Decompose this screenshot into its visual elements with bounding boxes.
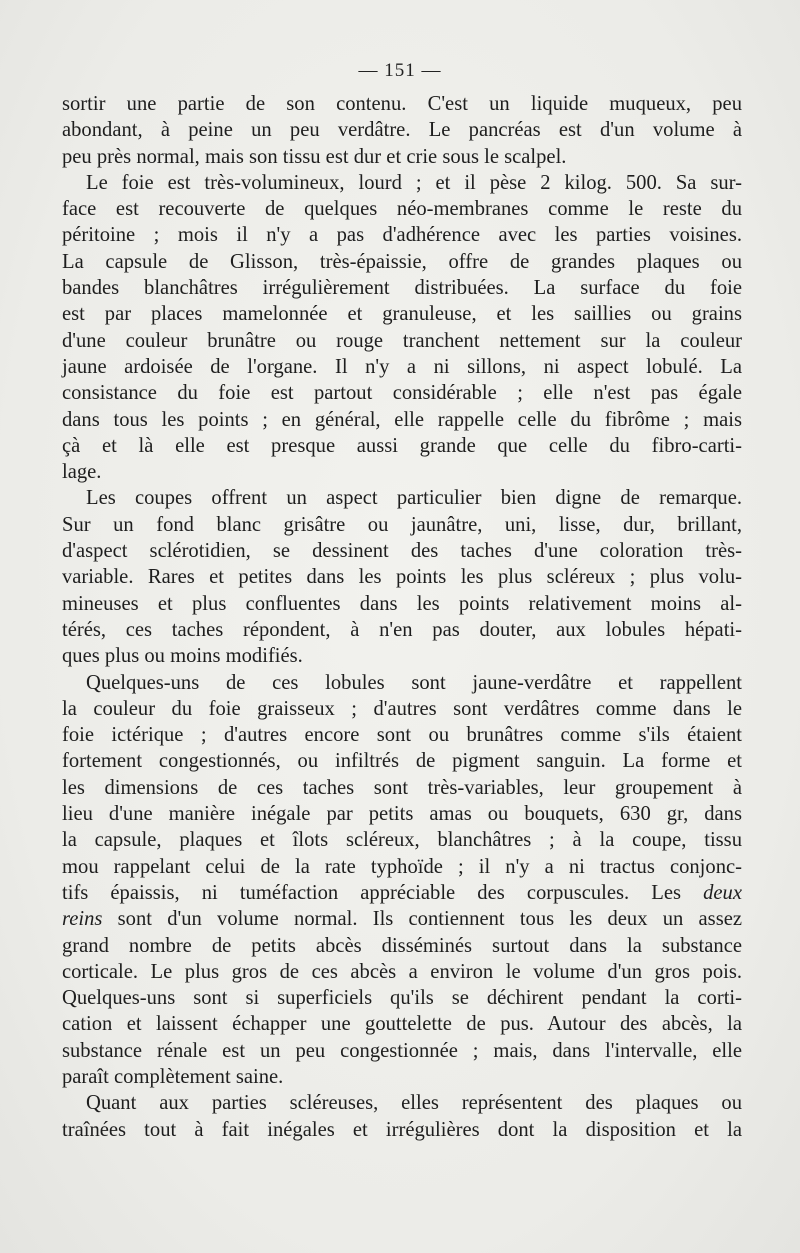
text-line: variable. Rares et petites dans les points les plus scléreux ; plus volu-: [62, 566, 742, 589]
text-line: lage.: [62, 461, 102, 484]
text-line: peu près normal, mais son tissu est dur et crie sous le scalpel.: [62, 145, 567, 168]
text-line: cation et laissent échapper une gouttelette de pus. Autour des abcès, la: [62, 1013, 742, 1036]
text-line: les dimensions de ces taches sont très-variables, leur groupement à: [62, 776, 742, 799]
text-line: la couleur du foie graisseux ; d'autres sont verdâtres comme dans le: [62, 697, 742, 720]
text-line: bandes blanchâtres irrégulièrement distribuées. La surface du foie: [62, 277, 742, 300]
text-line: mou rappelant celui de la rate typhoïde ; il n'y a ni tractus conjonc-: [62, 855, 742, 878]
text-line: fortement congestionnés, ou infiltrés de pigment sanguin. La forme et: [62, 750, 742, 773]
text-line: dans tous les points ; en général, elle rappelle celle du fibrôme ; mais: [62, 408, 742, 431]
text-line: consistance du foie est partout considérable ; elle n'est pas égale: [62, 382, 742, 405]
text-line: jaune ardoisée de l'organe. Il n'y a ni sillons, ni aspect lobulé. La: [62, 355, 742, 378]
text-line: La capsule de Glisson, très-épaissie, offre de grandes plaques ou: [62, 250, 742, 273]
text-line: abondant, à peine un peu verdâtre. Le pancréas est d'un volume à: [62, 119, 742, 142]
text-line: ques plus ou moins modifiés.: [62, 645, 303, 668]
text-line: face est recouverte de quelques néo-membranes comme le reste du: [62, 198, 742, 221]
text-line: reins sont d'un volume normal. Ils contiennent tous les deux un assez: [62, 908, 742, 931]
paragraph: [62, 485, 742, 669]
text-line: térés, ces taches répondent, à n'en pas douter, aux lobules hépati-: [62, 618, 742, 641]
text-line: foie ictérique ; d'autres encore sont ou brunâtres comme s'ils étaient: [62, 724, 742, 747]
text-line: çà et là elle est presque aussi grande que celle du fibro-carti-: [62, 434, 742, 457]
text-line: Sur un fond blanc grisâtre ou jaunâtre, uni, lisse, dur, brillant,: [62, 513, 742, 536]
text-line: Le foie est très-volumineux, lourd ; et il pèse 2 kilog. 500. Sa sur-: [86, 171, 742, 194]
text-line: Quant aux parties scléreuses, elles représentent des plaques ou: [86, 1092, 742, 1115]
paragraph: [62, 91, 742, 170]
text-line: mineuses et plus confluentes dans les points relativement moins al-: [62, 592, 742, 615]
text-line: Quelques-uns de ces lobules sont jaune-verdâtre et rappellent: [86, 671, 742, 694]
paragraph: [62, 170, 742, 486]
paragraph: [62, 1090, 742, 1143]
text-line: tifs épaissis, ni tuméfaction appréciable des corpuscules. Les deux: [62, 881, 742, 904]
text-line: d'une couleur brunâtre ou rouge tranchent nettement sur la couleur: [62, 329, 742, 352]
body-text: [62, 91, 742, 1143]
text-line: paraît complètement saine.: [62, 1065, 284, 1088]
text-line: substance rénale est un peu congestionnée ; mais, dans l'intervalle, elle: [62, 1039, 742, 1062]
text-line: corticale. Le plus gros de ces abcès a environ le volume d'un gros pois.: [62, 960, 742, 983]
text-line: d'aspect sclérotidien, se dessinent des taches d'une coloration très-: [62, 540, 742, 563]
text-line: Les coupes offrent un aspect particulier bien digne de remarque.: [86, 487, 742, 510]
text-line: sortir une partie de son contenu. C'est un liquide muqueux, peu: [62, 93, 742, 115]
text-line: est par places mamelonnée et granuleuse, et les saillies ou grains: [62, 303, 742, 326]
text-line: grand nombre de petits abcès disséminés surtout dans la substance: [62, 934, 742, 957]
text-line: lieu d'une manière inégale par petits amas ou bouquets, 630 gr, dans: [62, 803, 742, 826]
text-line: traînées tout à fait inégales et irrégulières dont la disposition et la: [62, 1118, 742, 1141]
paragraph: [62, 670, 742, 1091]
text-line: la capsule, plaques et îlots scléreux, blanchâtres ; à la coupe, tissu: [62, 829, 742, 852]
text-line: péritoine ; mois il n'y a pas d'adhérence avec les parties voisines.: [62, 224, 742, 247]
text-line: Quelques-uns sont si superficiels qu'ils se déchirent pendant la corti-: [62, 987, 742, 1010]
page-number: — 151 —: [358, 60, 442, 81]
